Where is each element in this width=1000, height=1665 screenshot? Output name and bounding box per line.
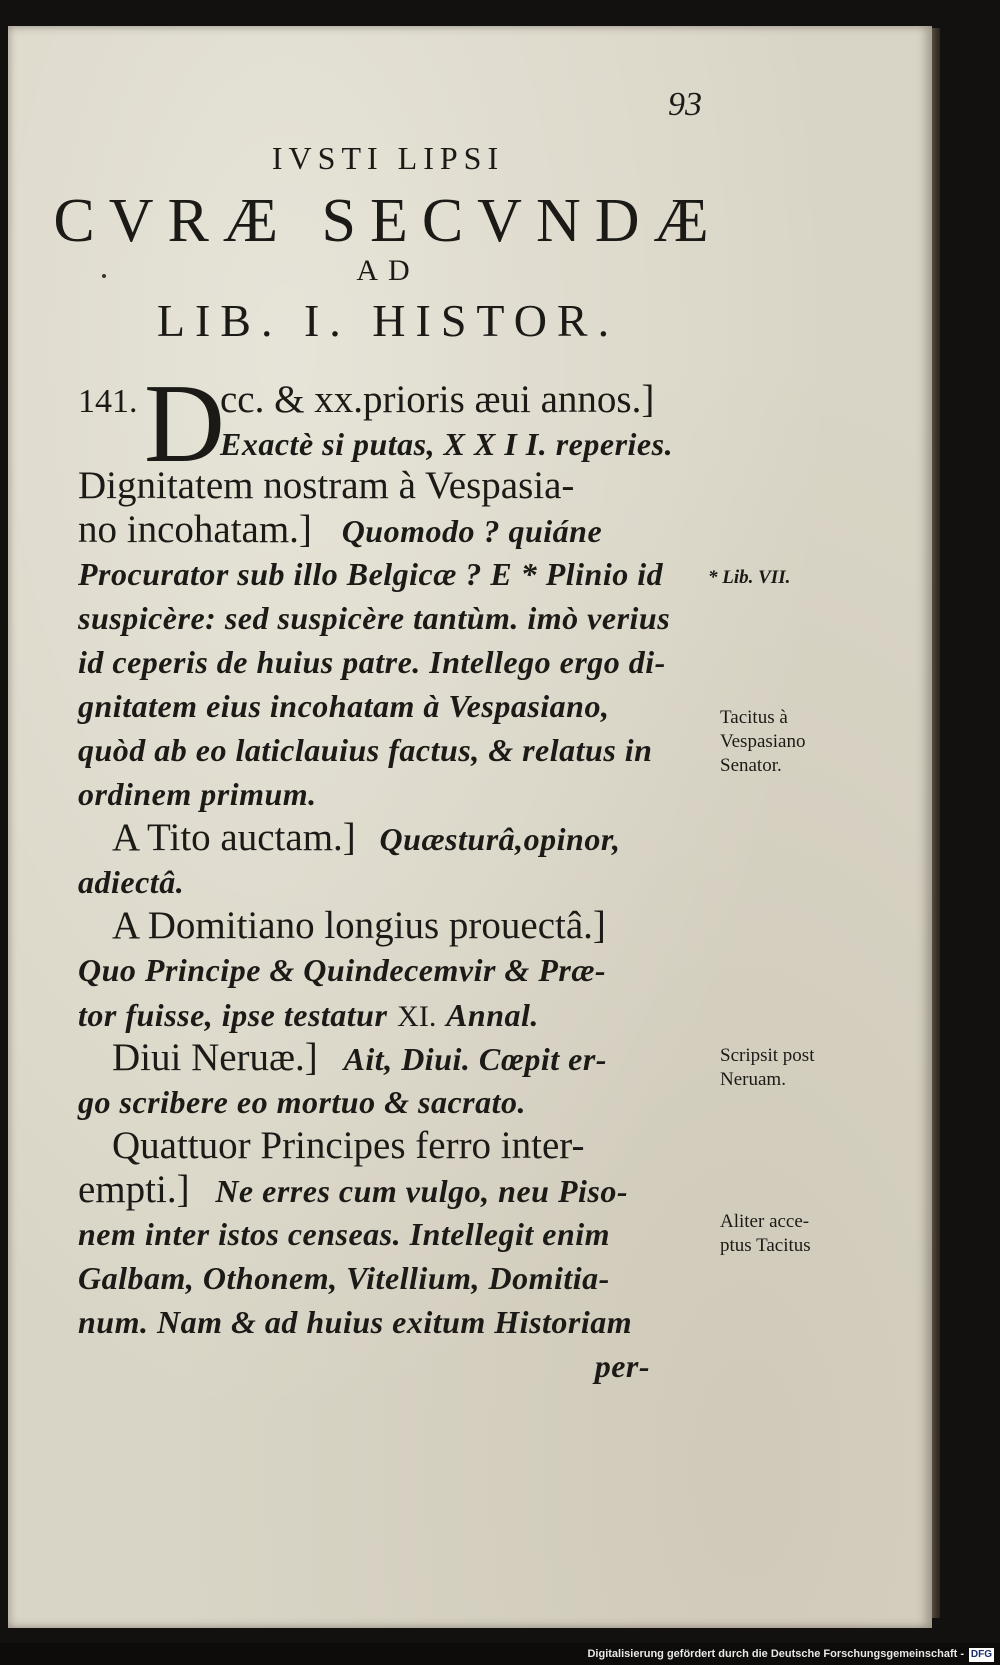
footer-credit [0, 1645, 1000, 1665]
body-line-6: suspicère: sed suspicère tantùm. imò verius [78, 600, 671, 636]
body-line-17: go scribere eo mortuo & sacrato. [78, 1084, 526, 1120]
body-line-12: adiectâ. [78, 864, 185, 900]
catchword: per- [594, 1348, 650, 1384]
entry-number: 141. [78, 383, 138, 420]
body-line-21: Galbam, Othonem, Vitellium, Domitia- [78, 1260, 610, 1296]
commentary-quomodo: Quomodo ? quiáne [341, 513, 603, 549]
ink-speck [102, 274, 106, 278]
body-line-16 [112, 1036, 607, 1081]
margin-note-aliter-1: Aliter acce- [720, 1211, 810, 1232]
body-line-22: num. Nam & ad huius exitum Historiam [78, 1304, 633, 1340]
body-line-14: Quo Principe & Quindecemvir & Præ- [78, 952, 607, 988]
commentary-quaestura: Quæsturâ,opinor, [379, 821, 621, 857]
body-line-13: A Domitiano longius prouectâ.] [112, 904, 606, 947]
body-line-20: nem inter istos censeas. Intellegit enim [78, 1216, 611, 1252]
body-line-5: Procurator sub illo Belgicæ ? E * Plinio id [78, 556, 664, 592]
body-line-15 [78, 992, 539, 1039]
page-number: 93 [668, 86, 702, 123]
heading-author: IVSTI LIPSI [271, 140, 505, 176]
body-line-7: id ceperis de huius patre. Intellego ergo di- [78, 644, 666, 680]
margin-note-scripsit-1: Scripsit post [720, 1045, 815, 1066]
lemma-incohatam: no incohatam.] [78, 508, 312, 551]
body-line-18: Quattuor Principes ferro inter- [112, 1124, 585, 1167]
heading-book: LIB. I. HISTOR. [156, 295, 620, 346]
footer-credit-text: Digitalisierung gefördert durch die Deutsche Forschungsgemeinschaft - [587, 1648, 964, 1660]
roman-numeral: XI. [397, 1000, 437, 1033]
heading-ad: AD [356, 254, 420, 287]
margin-note-tacitus-2: Vespasiano [720, 731, 806, 752]
commentary-annal: Annal. [446, 997, 539, 1033]
heading-title: CVRÆ SECVNDÆ [53, 187, 723, 255]
lemma-tito: A Tito auctam.] [112, 816, 356, 859]
commentary-ne-erres: Ne erres cum vulgo, neu Piso- [215, 1173, 629, 1209]
lemma-neruae: Diui Neruæ.] [112, 1036, 318, 1079]
body-line-3: Dignitatem nostram à Vespasia- [78, 464, 575, 507]
body-line-2: Exactè si putas, X X I I. reperies. [220, 426, 674, 462]
book-page [8, 26, 932, 1628]
margin-note-scripsit-2: Neruam. [720, 1069, 786, 1090]
margin-note-aliter-2: ptus Tacitus [720, 1235, 811, 1256]
commentary-torfuisse: tor fuisse, ipse testatur [78, 997, 388, 1033]
body-line-19 [78, 1168, 628, 1213]
body-line-4 [78, 508, 602, 553]
body-line-1: cc. & xx.prioris æui annos.] [220, 378, 655, 421]
commentary-ait: Ait, Diui. Cœpit er- [343, 1041, 607, 1077]
margin-note-tacitus-1: Tacitus à [720, 707, 788, 728]
body-line-11 [112, 816, 621, 861]
dfg-logo: DFG [970, 1649, 992, 1660]
drop-cap: D [144, 362, 225, 486]
margin-note-lib: * Lib. VII. [708, 567, 791, 588]
margin-note-tacitus-3: Senator. [720, 755, 782, 776]
body-line-10: ordinem primum. [78, 776, 317, 812]
entry-number-line [78, 378, 142, 424]
body-line-8: gnitatem eius incohatam à Vespasiano, [78, 688, 610, 724]
body-line-9: quòd ab eo laticlauius factus, & relatus in [78, 732, 653, 768]
lemma-empti: empti.] [78, 1168, 190, 1211]
